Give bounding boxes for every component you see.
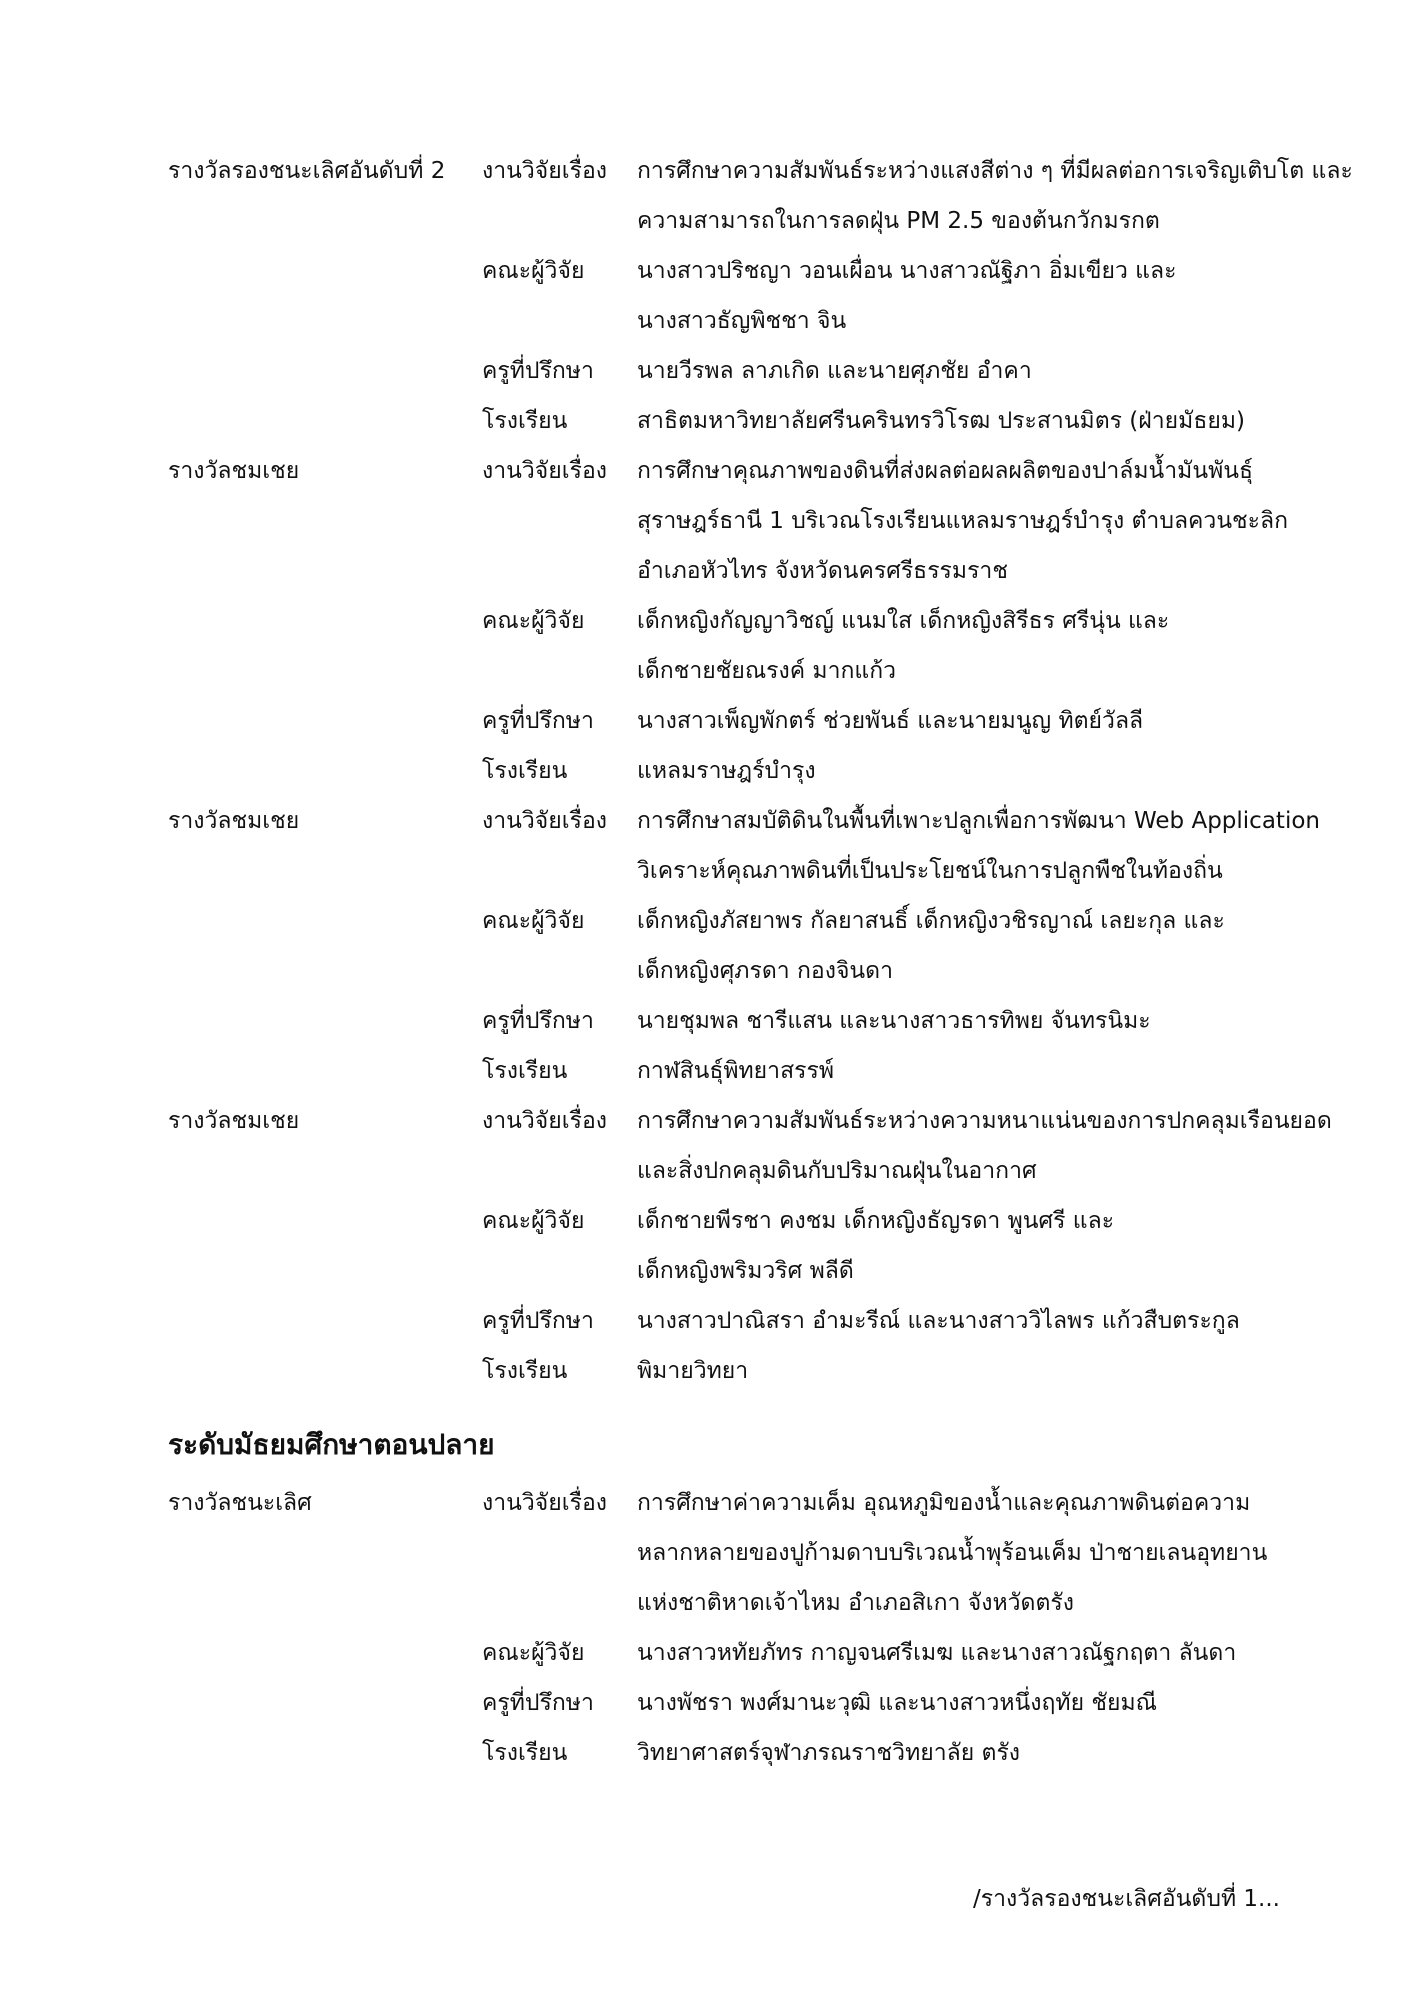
research-title-label: งานวิจัยเรื่อง [482, 458, 607, 484]
advisor-teachers-field [482, 696, 1298, 746]
research-team-value [637, 1196, 1298, 1296]
award-entry [168, 1478, 1298, 1778]
research-team-label: คณะผู้วิจัย [482, 1208, 585, 1234]
advisor-teachers-line: นายวีรพล ลาภเกิด และนายศุภชัย อำคา [637, 358, 1032, 384]
research-team-line: เด็กหญิงพริมวริศ พลีดี [637, 1258, 854, 1284]
research-title-value [637, 146, 1353, 246]
advisor-teachers-field [482, 1678, 1298, 1728]
advisor-teachers-field [482, 1296, 1298, 1346]
research-team-field [482, 596, 1298, 696]
advisor-teachers-value [637, 346, 1298, 396]
advisor-teachers-value [637, 1296, 1298, 1346]
school-name-label: โรงเรียน [482, 1358, 568, 1384]
advisor-teachers-label: ครูที่ปรึกษา [482, 708, 594, 734]
advisor-teachers-value [637, 996, 1298, 1046]
school-name-field [482, 1728, 1298, 1778]
lower-secondary-awards [168, 146, 1353, 1396]
school-name-field [482, 396, 1298, 446]
award-list [168, 146, 1353, 1778]
research-team-field [482, 896, 1298, 996]
research-title-field [482, 1096, 1332, 1196]
school-name-value [637, 1346, 1298, 1396]
research-team-line: เด็กหญิงกัญญาวิชญ์ แนมใส เด็กหญิงสิรีธร ศรีนุ่น และ [637, 608, 1170, 634]
school-name-line: สาธิตมหาวิทยาลัยศรีนครินทรวิโรฒ ประสานมิตร (ฝ่ายมัธยม) [637, 408, 1245, 434]
advisor-teachers-label: ครูที่ปรึกษา [482, 1308, 594, 1334]
advisor-teachers-label: ครูที่ปรึกษา [482, 1690, 594, 1716]
award-entry [168, 796, 1320, 1096]
section-heading: ระดับมัธยมศึกษาตอนปลาย [168, 1428, 495, 1461]
award-name: รางวัลชมเชย [168, 458, 300, 484]
research-title-label: งานวิจัยเรื่อง [482, 808, 607, 834]
school-name-line: กาฬสินธุ์พิทยาสรรพ์ [637, 1058, 834, 1084]
school-name-label: โรงเรียน [482, 1740, 568, 1766]
research-title-label: งานวิจัยเรื่อง [482, 158, 607, 184]
research-title-label: งานวิจัยเรื่อง [482, 1108, 607, 1134]
research-team-label: คณะผู้วิจัย [482, 258, 585, 284]
research-team-value [637, 1628, 1298, 1678]
research-title-line: การศึกษาความสัมพันธ์ระหว่างความหนาแน่นของการปกคลุมเรือนยอด [637, 1108, 1332, 1134]
school-name-value [637, 746, 1298, 796]
research-team-line: เด็กชายพีรชา คงชม เด็กหญิงธัญรดา พูนศรี และ [637, 1208, 1115, 1234]
research-title-line: การศึกษาสมบัติดินในพื้นที่เพาะปลูกเพื่อการพัฒนา Web Application [637, 808, 1320, 834]
award-name: รางวัลชมเชย [168, 808, 300, 834]
research-title-value [637, 1478, 1298, 1628]
research-team-field [482, 1196, 1298, 1296]
research-team-line: นางสาวปริชญา วอนเผื่อน นางสาวณัฐิภา อิ่มเขียว และ [637, 258, 1177, 284]
advisor-teachers-label: ครูที่ปรึกษา [482, 358, 594, 384]
research-title-line: การศึกษาความสัมพันธ์ระหว่างแสงสีต่าง ๆ ที่มีผลต่อการเจริญเติบโต และ [637, 158, 1353, 184]
upper-secondary-awards [168, 1478, 1298, 1778]
research-team-label: คณะผู้วิจัย [482, 908, 585, 934]
research-title-line: การศึกษาคุณภาพของดินที่ส่งผลต่อผลผลิตของปาล์มน้ำมันพันธุ์ [637, 458, 1253, 484]
research-team-line: เด็กหญิงศุภรดา กองจินดา [637, 958, 894, 984]
research-team-line: นางสาวธัญพิชชา จิน [637, 308, 847, 334]
continuation-footer: /รางวัลรองชนะเลิศอันดับที่ 1... [972, 1886, 1280, 1912]
research-title-value [637, 796, 1320, 896]
research-title-line: แห่งชาติหาดเจ้าไหม อำเภอสิเกา จังหวัดตรัง [637, 1590, 1074, 1616]
school-name-value [637, 396, 1298, 446]
school-name-value [637, 1046, 1298, 1096]
school-name-label: โรงเรียน [482, 1058, 568, 1084]
research-team-label: คณะผู้วิจัย [482, 608, 585, 634]
advisor-teachers-line: นางสาวเพ็ญพักตร์ ช่วยพันธ์ และนายมนูญ ทิตย์วัลลี [637, 708, 1144, 734]
research-title-line: การศึกษาค่าความเค็ม อุณหภูมิของน้ำและคุณภาพดินต่อความ [637, 1490, 1251, 1516]
school-name-field [482, 746, 1298, 796]
advisor-teachers-value [637, 696, 1298, 746]
research-title-line: สุราษฎร์ธานี 1 บริเวณโรงเรียนแหลมราษฎร์บำรุง ตำบลควนชะลิก [637, 508, 1289, 534]
research-team-field [482, 1628, 1298, 1678]
research-title-line: หลากหลายของปูก้ามดาบบริเวณน้ำพุร้อนเค็ม ป่าชายเลนอุทยาน [637, 1540, 1268, 1566]
research-title-field [482, 146, 1353, 246]
award-name: รางวัลชมเชย [168, 1108, 300, 1134]
advisor-teachers-value [637, 1678, 1298, 1728]
award-name: รางวัลรองชนะเลิศอันดับที่ 2 [168, 158, 446, 184]
advisor-teachers-line: นางสาวปาณิสรา อำมะรีณ์ และนางสาววิไลพร แก้วสืบตระกูล [637, 1308, 1240, 1334]
school-name-line: แหลมราษฎร์บำรุง [637, 758, 816, 784]
advisor-teachers-field [482, 996, 1298, 1046]
research-team-value [637, 896, 1298, 996]
award-name: รางวัลชนะเลิศ [168, 1490, 312, 1516]
research-team-value [637, 596, 1298, 696]
research-team-value [637, 246, 1298, 346]
research-title-value [637, 446, 1298, 596]
award-entry [168, 1096, 1332, 1396]
research-team-line: เด็กชายชัยณรงค์ มากแก้ว [637, 658, 897, 684]
research-team-line: นางสาวหทัยภัทร กาญจนศรีเมฆ และนางสาวณัฐกฤตา ลันดา [637, 1640, 1237, 1666]
research-title-line: และสิ่งปกคลุมดินกับปริมาณฝุ่นในอากาศ [637, 1158, 1037, 1184]
research-team-label: คณะผู้วิจัย [482, 1640, 585, 1666]
advisor-teachers-label: ครูที่ปรึกษา [482, 1008, 594, 1034]
school-name-field [482, 1046, 1298, 1096]
research-team-field [482, 246, 1298, 346]
school-name-line: พิมายวิทยา [637, 1358, 749, 1384]
advisor-teachers-line: นายชุมพล ชารีแสน และนางสาวธารทิพย จันทรนิมะ [637, 1008, 1151, 1034]
school-name-value [637, 1728, 1298, 1778]
research-title-line: ความสามารถในการลดฝุ่น PM 2.5 ของต้นกวักมรกต [637, 208, 1160, 234]
school-name-label: โรงเรียน [482, 408, 568, 434]
advisor-teachers-line: นางพัชรา พงศ์มานะวุฒิ และนางสาวหนึ่งฤทัย ชัยมณี [637, 1690, 1157, 1716]
research-title-field [482, 446, 1298, 596]
school-name-field [482, 1346, 1298, 1396]
award-entry [168, 146, 1353, 446]
research-title-line: วิเคราะห์คุณภาพดินที่เป็นประโยชน์ในการปลูกพืชในท้องถิ่น [637, 858, 1223, 884]
research-title-value [637, 1096, 1332, 1196]
research-title-label: งานวิจัยเรื่อง [482, 1490, 607, 1516]
research-title-field [482, 1478, 1298, 1628]
award-entry [168, 446, 1298, 796]
research-title-line: อำเภอหัวไทร จังหวัดนครศรีธรรมราช [637, 558, 1008, 584]
advisor-teachers-field [482, 346, 1298, 396]
school-name-line: วิทยาศาสตร์จุฬาภรณราชวิทยาลัย ตรัง [637, 1740, 1021, 1766]
research-title-field [482, 796, 1320, 896]
school-name-label: โรงเรียน [482, 758, 568, 784]
research-team-line: เด็กหญิงภัสยาพร กัลยาสนธิ์ เด็กหญิงวชิรญาณ์ เลยะกุล และ [637, 908, 1225, 934]
